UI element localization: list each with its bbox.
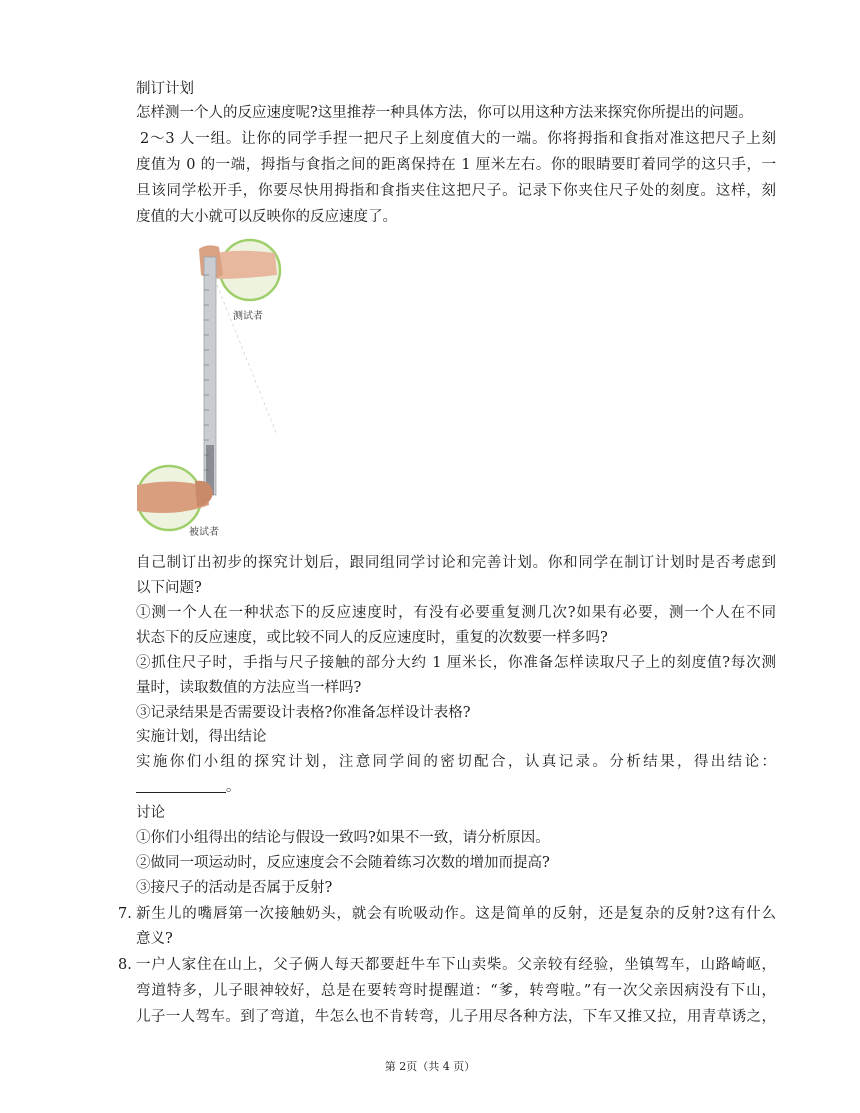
paragraph-implement: 实施你们小组的探究计划，注意同学间的密切配合，认真记录。分析结果，得出结论： — [136, 754, 776, 770]
section-heading-discuss: 讨论 — [136, 805, 165, 821]
paragraph-line: 自己制订出初步的探究计划后，跟同组同学讨论和完善计划。你和同学在制订计划时是否考虑到 — [136, 555, 776, 571]
paragraph-step-line: 度值的大小就可以反映你的反应速度了。 — [136, 209, 397, 225]
paragraph-step-line: 2～3 人一组。让你的同学手捏一把尺子上刻度值大的一端。你将拇指和食指对准这把尺子上刻 — [140, 131, 776, 147]
answer-blank-line: 。 — [136, 776, 776, 798]
question-8-line: 弯道特多，儿子眼神较好，总是在要转弯时提醒道：“爹，转弯啦。”有一次父亲因病没有下山， — [136, 983, 776, 999]
question-number: 7. — [118, 906, 132, 922]
question-number: 8. — [118, 957, 132, 973]
discussion-item: ③接尺子的活动是否属于反射? — [136, 880, 333, 896]
question-item: 状态下的反应速度，或比较不同人的反应速度时，重复的次数要一样多吗? — [136, 630, 608, 646]
discussion-item: ①你们小组得出的结论与假设一致吗?如果不一致，请分析原因。 — [136, 830, 550, 846]
paragraph-line: 以下问题? — [136, 580, 202, 596]
answer-blank[interactable] — [136, 777, 226, 793]
question-item: ①测一个人在一种状态下的反应速度时，有没有必要重复测几次?如果有必要，测一个人在不同 — [136, 605, 776, 621]
question-item: ②抓住尺子时，手指与尺子接触的部分大约 1 厘米长，你准备怎样读取尺子上的刻度值?每次测 — [136, 655, 776, 671]
question-7-line: 意义? — [136, 931, 173, 947]
question-8-line: 一户人家住在山上，父子俩人每天都要赶牛车下山卖柴。父亲较有经验，坐镇驾车，山路崎岖， — [136, 957, 776, 973]
discussion-item: ②做同一项运动时，反应速度会不会随着练习次数的增加而提高? — [136, 855, 550, 871]
page-footer: 第 2页（共 4 页） — [384, 1060, 476, 1073]
question-8-line: 儿子一人驾车。到了弯道，牛怎么也不肯转弯，儿子用尽各种方法，下车又推又拉，用青草诱之， — [136, 1009, 776, 1025]
ruler-test-illustration — [137, 235, 283, 541]
question-7-line: 新生儿的嘴唇第一次接触奶头，就会有吮吸动作。这是简单的反射，还是复杂的反射?这有什么 — [136, 906, 776, 922]
paragraph-step-line: 旦该同学松开手，你要尽快用拇指和食指夹住这把尺子。记录下你夹住尺子处的刻度。这样，刻 — [136, 183, 776, 199]
paragraph-step-line: 度值为 0 的一端，拇指与食指之间的距离保持在 1 厘米左右。你的眼睛要盯着同学的这只手，一 — [136, 157, 776, 173]
label-subject: 被试者 — [189, 527, 219, 538]
paragraph-intro: 怎样测一个人的反应速度呢?这里推荐一种具体方法，你可以用这种方法来探究你所提出的问题。 — [136, 105, 753, 121]
question-item: ③记录结果是否需要设计表格?你准备怎样设计表格? — [136, 705, 471, 721]
label-tester: 测试者 — [233, 311, 263, 322]
section-heading-plan: 制订计划 — [136, 81, 194, 97]
question-item: 量时，读取数值的方法应当一样吗? — [136, 680, 362, 696]
section-heading-implement: 实施计划，得出结论 — [136, 729, 267, 745]
